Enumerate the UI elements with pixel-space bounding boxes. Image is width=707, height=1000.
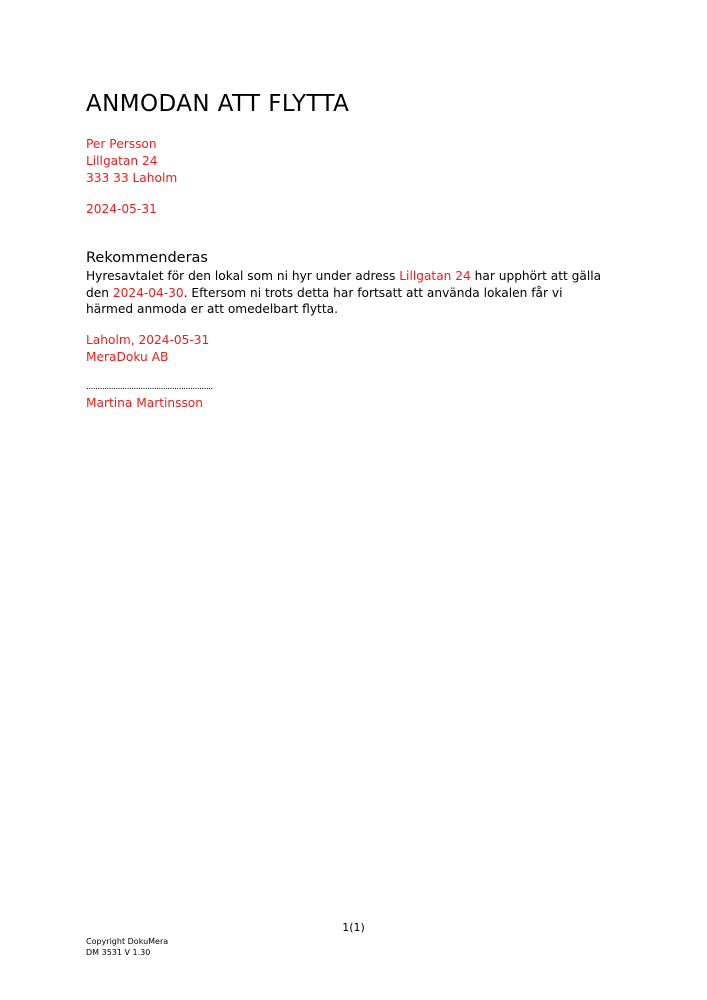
signer-name: Martina Martinsson bbox=[86, 395, 203, 410]
recipient-address bbox=[86, 136, 611, 187]
body-text-part1: Hyresavtalet för den lokal som ni hyr under adress bbox=[86, 269, 400, 283]
document-title: ANMODAN ATT FLYTTA bbox=[86, 91, 350, 117]
letter-heading: Rekommenderas bbox=[86, 250, 208, 266]
company-name: MeraDoku AB bbox=[86, 349, 169, 364]
signature-line: ........................................................ bbox=[86, 381, 213, 392]
letter-body bbox=[86, 268, 611, 318]
body-address: Lillgatan 24 bbox=[399, 269, 471, 283]
footer-copyright: Copyright DokuMera bbox=[86, 937, 169, 946]
footer-version: DM 3531 V 1.30 bbox=[86, 948, 151, 957]
body-end-date: 2024-04-30 bbox=[112, 285, 184, 300]
body-text-part2: har upphört att gälla den bbox=[86, 269, 602, 300]
body-text-part3: . Eftersom ni trots detta har fortsatt att använda lokalen får vi härmed anmoda er att omedelbart flytta. bbox=[86, 285, 563, 316]
letter-content bbox=[86, 88, 611, 412]
place-date: Laholm, 2024-05-31 bbox=[86, 332, 210, 347]
recipient-postal: 333 33 Laholm bbox=[86, 171, 178, 185]
signature-block bbox=[86, 332, 611, 366]
page-number: 1(1) bbox=[342, 921, 365, 934]
letter-date: 2024-05-31 bbox=[86, 202, 157, 216]
recipient-name: Per Persson bbox=[86, 137, 157, 151]
footer bbox=[86, 936, 168, 958]
recipient-street: Lillgatan 24 bbox=[86, 154, 158, 168]
